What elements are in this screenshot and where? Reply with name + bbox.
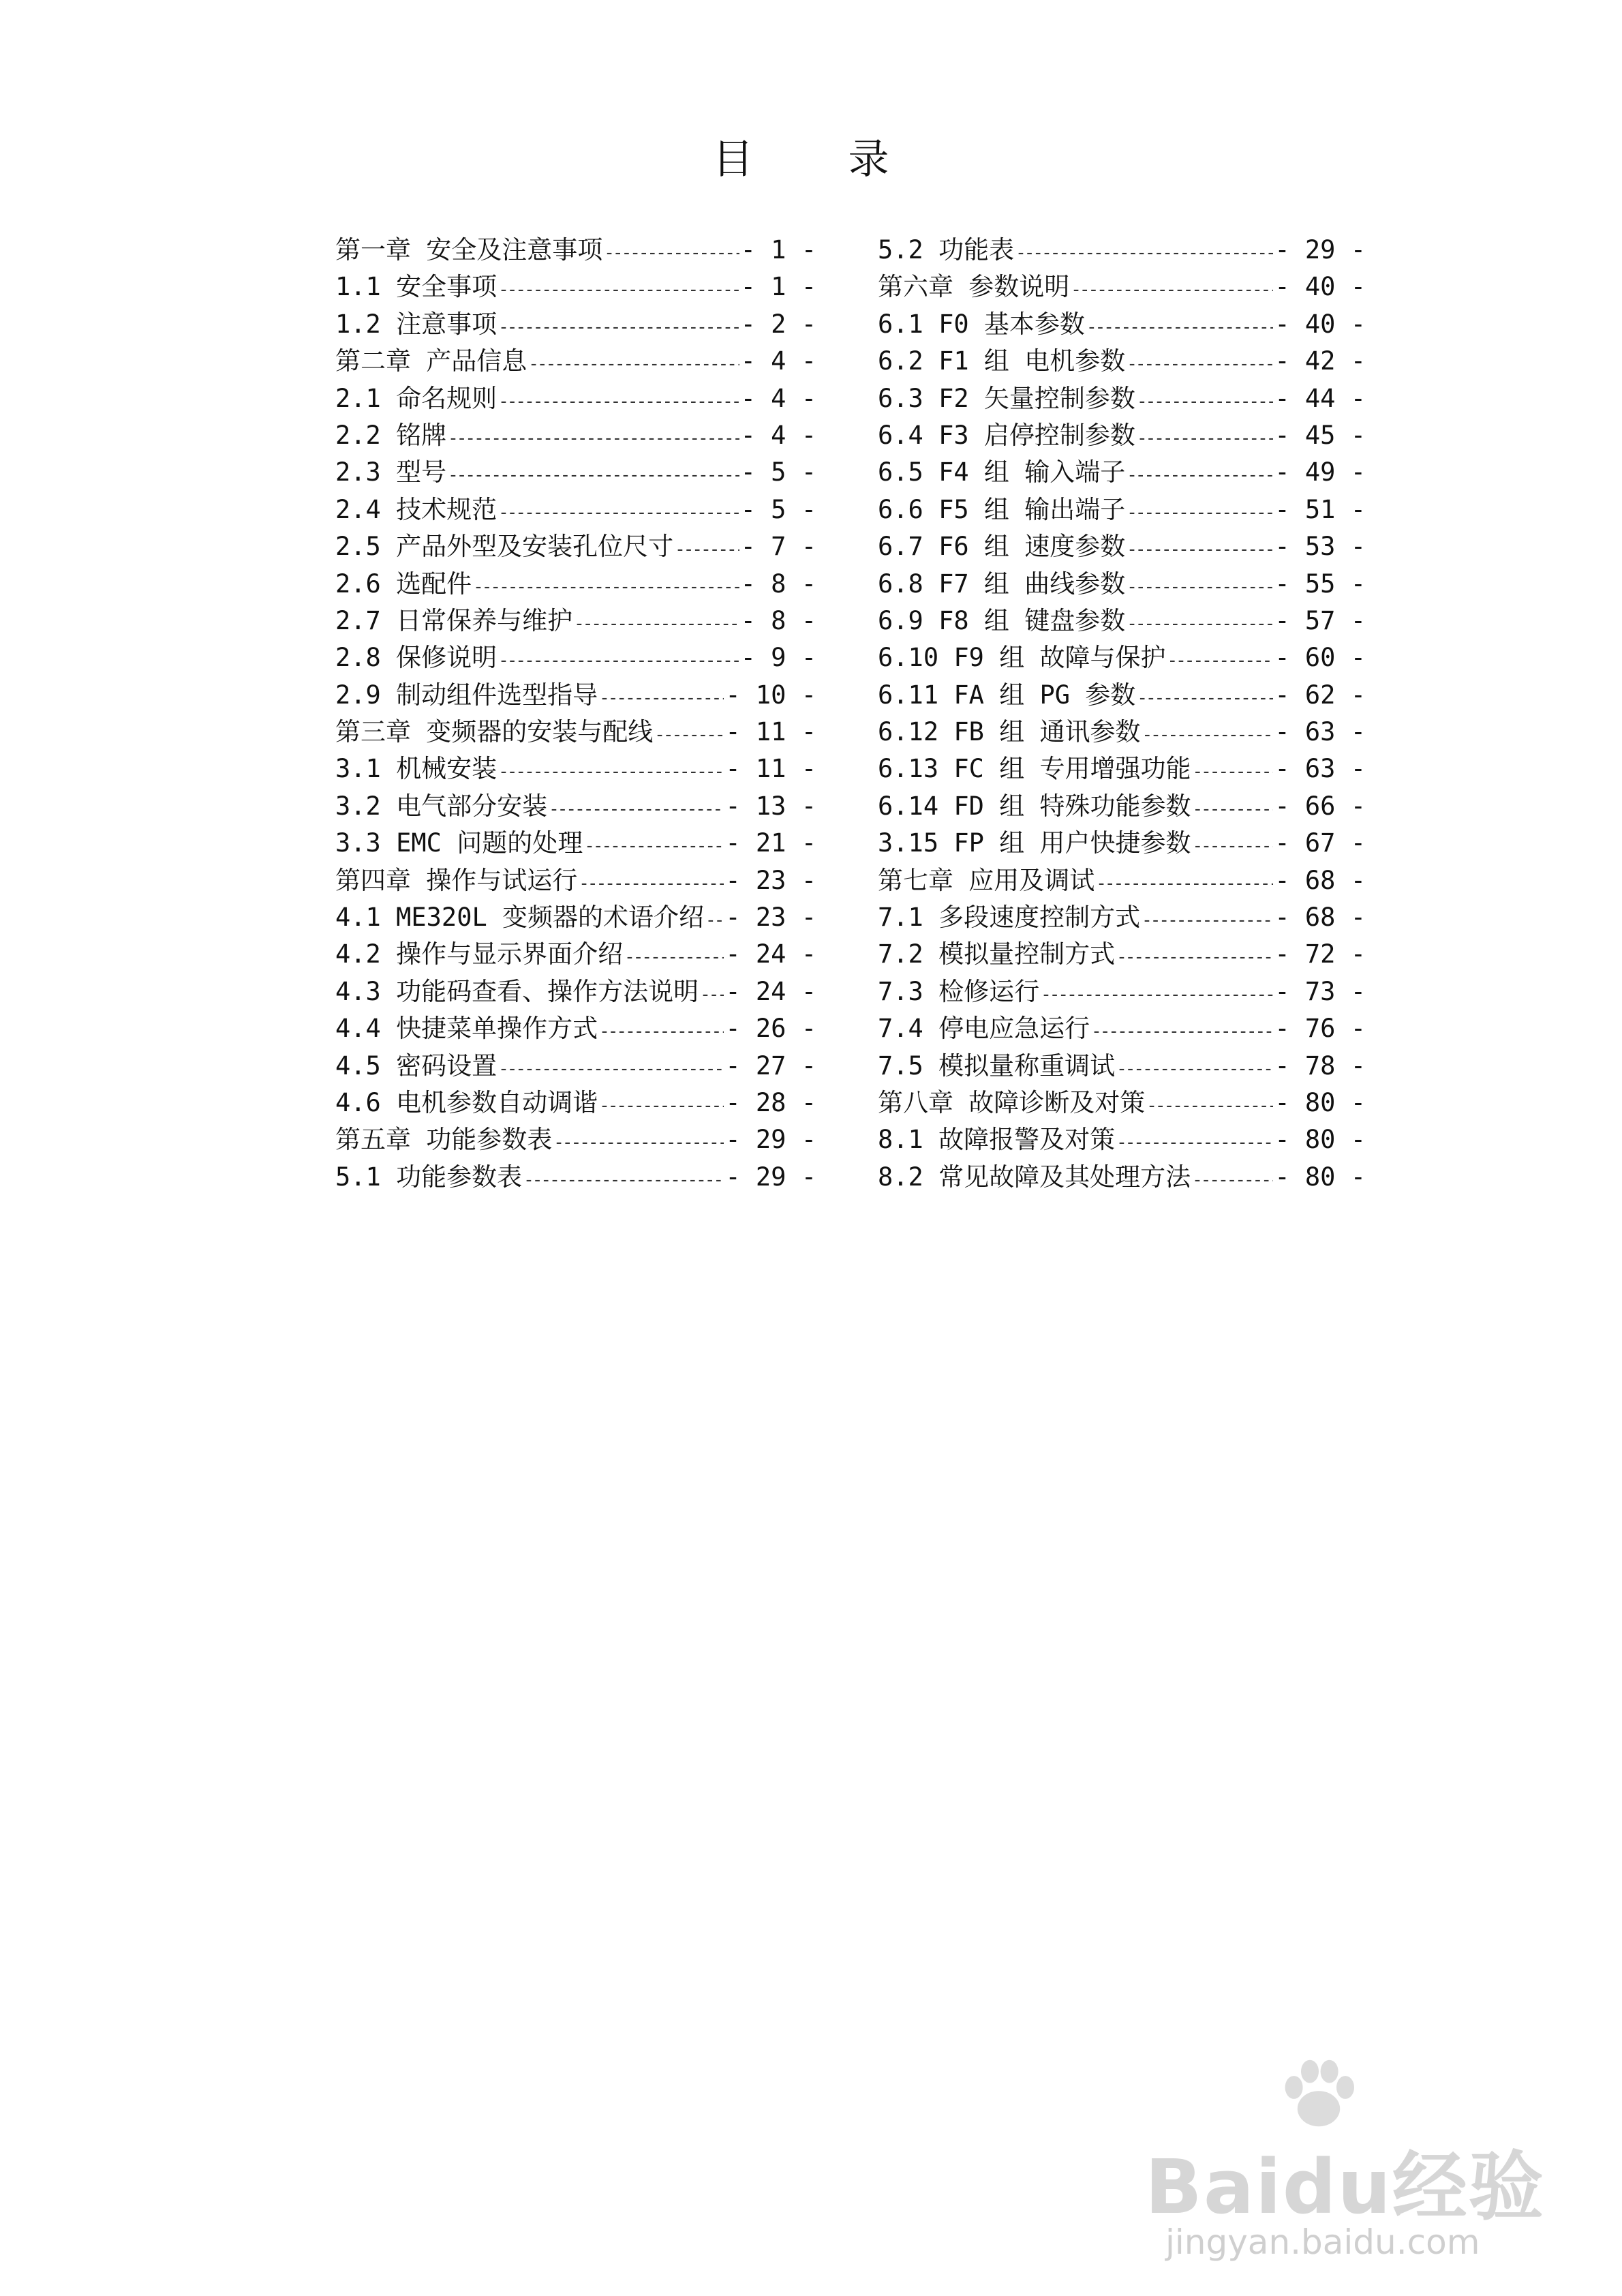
toc-entry[interactable] <box>878 1082 1366 1119</box>
toc-dot-leader <box>448 428 739 449</box>
toc-dot-leader <box>654 725 724 745</box>
toc-dot-leader <box>579 873 724 894</box>
toc-dot-leader <box>574 614 739 634</box>
toc-entry-page: - 51 - <box>1274 494 1366 524</box>
toc-entry[interactable] <box>335 822 816 859</box>
toc-entry[interactable] <box>878 378 1366 414</box>
toc-entry-label: 5.2 功能表 <box>878 235 1015 265</box>
toc-entry-label: 4.2 操作与显示界面介绍 <box>335 939 624 969</box>
toc-entry[interactable] <box>335 340 816 377</box>
toc-dot-leader <box>1116 947 1273 967</box>
toc-entry-label: 2.1 命名规则 <box>335 383 498 413</box>
toc-entry[interactable] <box>335 1119 816 1155</box>
toc-dot-leader <box>498 317 739 337</box>
toc-dot-leader <box>1142 725 1273 745</box>
toc-entry-page: - 60 - <box>1274 643 1366 673</box>
toc-entry-label: 2.9 制动组件选型指导 <box>335 680 598 710</box>
toc-entry-label: 第三章 变频器的安装与配线 <box>335 717 654 747</box>
toc-entry-page: - 29 - <box>725 1125 816 1155</box>
toc-entry-page: - 29 - <box>725 1162 816 1192</box>
toc-entry-label: 4.6 电机参数自动调谐 <box>335 1087 598 1117</box>
toc-entry[interactable] <box>878 489 1366 526</box>
toc-entry-page: - 23 - <box>725 903 816 933</box>
toc-entry-label: 2.3 型号 <box>335 457 447 487</box>
toc-entry-label: 8.1 故障报警及对策 <box>878 1125 1116 1155</box>
toc-entry-label: 2.8 保修说明 <box>335 643 498 673</box>
toc-entry-page: - 11 - <box>725 754 816 784</box>
toc-entry[interactable] <box>878 822 1366 859</box>
toc-entry[interactable] <box>335 785 816 822</box>
toc-entry[interactable] <box>335 414 816 451</box>
toc-dot-leader <box>1192 1170 1273 1190</box>
toc-entry[interactable] <box>335 1082 816 1119</box>
toc-entry[interactable] <box>878 451 1366 488</box>
toc-left-column <box>335 229 816 1193</box>
toc-dot-leader <box>498 650 739 671</box>
toc-dot-leader <box>1192 761 1273 782</box>
toc-entry[interactable] <box>878 860 1366 896</box>
toc-entry-label: 第一章 安全及注意事项 <box>335 235 603 265</box>
toc-entry-label: 第七章 应用及调试 <box>878 865 1095 895</box>
toc-entry-page: - 66 - <box>1274 791 1366 821</box>
toc-entry-label: 2.5 产品外型及安装孔位尺寸 <box>335 532 674 562</box>
toc-entry-label: 7.4 停电应急运行 <box>878 1014 1090 1044</box>
toc-dot-leader <box>448 465 739 485</box>
toc-entry-label: 第二章 产品信息 <box>335 346 527 376</box>
toc-dot-leader <box>1086 317 1273 337</box>
toc-entry-page: - 11 - <box>725 717 816 747</box>
toc-dot-leader <box>1192 799 1273 819</box>
toc-entry-label: 7.2 模拟量控制方式 <box>878 939 1116 969</box>
toc-entry[interactable] <box>878 1045 1366 1082</box>
toc-entry[interactable] <box>878 711 1366 748</box>
toc-entry[interactable] <box>335 303 816 340</box>
toc-entry[interactable] <box>878 896 1366 933</box>
toc-entry[interactable] <box>878 1156 1366 1193</box>
toc-entry-page: - 2 - <box>740 309 816 339</box>
toc-entry-label: 第四章 操作与试运行 <box>335 865 578 895</box>
toc-entry[interactable] <box>335 896 816 933</box>
toc-entry[interactable] <box>878 526 1366 562</box>
toc-entry[interactable] <box>335 378 816 414</box>
toc-entry-page: - 53 - <box>1274 532 1366 562</box>
toc-entry-page: - 73 - <box>1274 976 1366 1006</box>
toc-entry-label: 6.1 F0 基本参数 <box>878 309 1085 339</box>
toc-entry-page: - 80 - <box>1274 1125 1366 1155</box>
watermark-logo-text: Baidu经验 <box>1145 2143 1545 2231</box>
toc-entry-label: 4.1 ME320L 变频器的术语介绍 <box>335 903 705 933</box>
toc-entry-page: - 1 - <box>740 235 816 265</box>
toc-entry[interactable] <box>335 489 816 526</box>
toc-dot-leader <box>553 1132 724 1153</box>
toc-dot-leader <box>700 984 724 1005</box>
toc-entry[interactable] <box>878 414 1366 451</box>
toc-entry[interactable] <box>335 860 816 896</box>
toc-entry-page: - 42 - <box>1274 346 1366 376</box>
toc-entry-label: 4.4 快捷菜单操作方式 <box>335 1014 598 1044</box>
toc-dot-leader <box>1127 502 1273 523</box>
page-title: 目 录 <box>712 136 930 183</box>
toc-right-column <box>878 229 1366 1193</box>
toc-dot-leader <box>528 354 739 374</box>
toc-entry-label: 2.2 铭牌 <box>335 420 447 450</box>
toc-entry[interactable] <box>335 674 816 711</box>
toc-dot-leader <box>473 577 739 597</box>
toc-entry-page: - 5 - <box>740 494 816 524</box>
toc-entry-label: 3.15 FP 组 用户快捷参数 <box>878 828 1191 858</box>
toc-entry-page: - 21 - <box>725 828 816 858</box>
toc-entry-page: - 4 - <box>740 383 816 413</box>
toc-dot-leader <box>1192 836 1273 856</box>
toc-entry-page: - 78 - <box>1274 1051 1366 1081</box>
toc-entry[interactable] <box>878 303 1366 340</box>
toc-entry-page: - 45 - <box>1274 420 1366 450</box>
toc-entry-page: - 24 - <box>725 976 816 1006</box>
toc-entry-label: 6.11 FA 组 PG 参数 <box>878 680 1136 710</box>
toc-entry[interactable] <box>335 600 816 637</box>
toc-entry-label: 5.1 功能参数表 <box>335 1162 523 1192</box>
toc-dot-leader <box>705 910 724 931</box>
toc-entry-page: - 80 - <box>1274 1087 1366 1117</box>
toc-dot-leader <box>498 391 739 412</box>
toc-entry-label: 6.3 F2 矢量控制参数 <box>878 383 1135 413</box>
toc-entry-page: - 44 - <box>1274 383 1366 413</box>
toc-entry-label: 2.7 日常保养与维护 <box>335 605 573 635</box>
toc-entry-label: 6.13 FC 组 专用增强功能 <box>878 754 1191 784</box>
toc-entry-page: - 8 - <box>740 605 816 635</box>
toc-entry[interactable] <box>335 1045 816 1082</box>
toc-dot-leader <box>1091 1021 1273 1042</box>
toc-entry[interactable] <box>878 1119 1366 1155</box>
toc-entry[interactable] <box>878 748 1366 785</box>
toc-dot-leader <box>604 243 739 263</box>
toc-entry-page: - 62 - <box>1274 680 1366 710</box>
toc-entry-page: - 13 - <box>725 791 816 821</box>
toc-entry-page: - 57 - <box>1274 605 1366 635</box>
toc-entry-page: - 29 - <box>1274 235 1366 265</box>
toc-entry-page: - 67 - <box>1274 828 1366 858</box>
toc-entry-page: - 7 - <box>740 532 816 562</box>
toc-entry-page: - 49 - <box>1274 457 1366 487</box>
toc-entry[interactable] <box>878 674 1366 711</box>
toc-dot-leader <box>1041 984 1273 1005</box>
toc-entry-label: 6.8 F7 组 曲线参数 <box>878 569 1126 599</box>
toc-entry[interactable] <box>878 971 1366 1008</box>
toc-entry[interactable] <box>335 748 816 785</box>
toc-entry-page: - 40 - <box>1274 272 1366 302</box>
toc-entry[interactable] <box>335 1156 816 1193</box>
toc-entry[interactable] <box>878 266 1366 303</box>
toc-entry-page: - 63 - <box>1274 754 1366 784</box>
toc-entry-page: - 10 - <box>725 680 816 710</box>
toc-entry[interactable] <box>335 229 816 266</box>
toc-dot-leader <box>1071 280 1273 300</box>
toc-entry-label: 6.10 F9 组 故障与保护 <box>878 643 1166 673</box>
toc-entry[interactable] <box>878 637 1366 674</box>
toc-entry-page: - 9 - <box>740 643 816 673</box>
toc-entry-label: 6.6 F5 组 输出端子 <box>878 494 1126 524</box>
toc-entry-page: - 68 - <box>1274 865 1366 895</box>
toc-entry-page: - 23 - <box>725 865 816 895</box>
toc-dot-leader <box>498 280 739 300</box>
toc-entry-label: 4.5 密码设置 <box>335 1051 498 1081</box>
toc-entry[interactable] <box>878 229 1366 266</box>
toc-entry-page: - 68 - <box>1274 903 1366 933</box>
toc-dot-leader <box>1127 354 1273 374</box>
toc-entry[interactable] <box>335 1008 816 1044</box>
toc-dot-leader <box>1137 391 1273 412</box>
toc-entry-label: 6.5 F4 组 输入端子 <box>878 457 1126 487</box>
toc-entry-label: 3.1 机械安装 <box>335 754 498 784</box>
toc-entry-page: - 24 - <box>725 939 816 969</box>
toc-entry-label: 6.7 F6 组 速度参数 <box>878 532 1126 562</box>
toc-entry-label: 第八章 故障诊断及对策 <box>878 1087 1146 1117</box>
toc-entry[interactable] <box>335 933 816 970</box>
toc-dot-leader <box>1096 873 1273 894</box>
toc-entry[interactable] <box>878 600 1366 637</box>
toc-entry-label: 6.2 F1 组 电机参数 <box>878 346 1126 376</box>
toc-dot-leader <box>498 1059 724 1079</box>
toc-entry-label: 8.2 常见故障及其处理方法 <box>878 1162 1191 1192</box>
toc-entry[interactable] <box>878 785 1366 822</box>
toc-entry-page: - 76 - <box>1274 1014 1366 1044</box>
toc-entry[interactable] <box>335 526 816 562</box>
baidu-jingyan-watermark <box>1145 2052 1567 2270</box>
toc-entry-label: 7.3 检修运行 <box>878 976 1040 1006</box>
toc-entry-page: - 27 - <box>725 1051 816 1081</box>
toc-entry[interactable] <box>878 340 1366 377</box>
toc-dot-leader <box>599 1096 724 1116</box>
toc-entry[interactable] <box>878 563 1366 600</box>
toc-dot-leader <box>1167 650 1273 671</box>
toc-dot-leader <box>584 836 724 856</box>
toc-dot-leader <box>523 1170 724 1190</box>
toc-dot-leader <box>498 761 724 782</box>
toc-dot-leader <box>599 1021 724 1042</box>
toc-entry-label: 7.5 模拟量称重调试 <box>878 1051 1116 1081</box>
toc-entry-label: 6.12 FB 组 通讯参数 <box>878 717 1141 747</box>
toc-dot-leader <box>549 799 724 819</box>
toc-dot-leader <box>675 539 739 560</box>
toc-entry-label: 4.3 功能码查看、操作方法说明 <box>335 976 699 1006</box>
toc-entry-label: 3.3 EMC 问题的处理 <box>335 828 583 858</box>
toc-entry[interactable] <box>335 971 816 1008</box>
toc-entry-label: 6.14 FD 组 特殊功能参数 <box>878 791 1191 821</box>
toc-entry-label: 2.4 技术规范 <box>335 494 498 524</box>
toc-entry[interactable] <box>335 711 816 748</box>
toc-dot-leader <box>1146 1096 1273 1116</box>
toc-entry-page: - 5 - <box>740 457 816 487</box>
toc-entry-label: 1.1 安全事项 <box>335 272 498 302</box>
toc-entry-label: 第六章 参数说明 <box>878 272 1070 302</box>
toc-dot-leader <box>1116 1059 1273 1079</box>
toc-dot-leader <box>1127 465 1273 485</box>
toc-entry[interactable] <box>335 451 816 488</box>
toc-entry-label: 2.6 选配件 <box>335 569 472 599</box>
toc-entry-label: 3.2 电气部分安装 <box>335 791 548 821</box>
toc-entry-page: - 8 - <box>740 569 816 599</box>
toc-entry[interactable] <box>878 933 1366 970</box>
toc-entry[interactable] <box>335 266 816 303</box>
toc-dot-leader <box>1127 614 1273 634</box>
toc-entry[interactable] <box>878 1008 1366 1044</box>
toc-entry-page: - 1 - <box>740 272 816 302</box>
toc-entry[interactable] <box>335 563 816 600</box>
toc-dot-leader <box>599 688 724 708</box>
toc-entry-label: 第五章 功能参数表 <box>335 1125 553 1155</box>
toc-entry-page: - 4 - <box>740 346 816 376</box>
toc-entry-page: - 40 - <box>1274 309 1366 339</box>
toc-entry-label: 6.9 F8 组 键盘参数 <box>878 605 1126 635</box>
toc-entry-page: - 80 - <box>1274 1162 1366 1192</box>
toc-dot-leader <box>1127 577 1273 597</box>
watermark-url: jingyan.baidu.com <box>1165 2222 1480 2262</box>
toc-entry-page: - 28 - <box>725 1087 816 1117</box>
toc-entry-label: 1.2 注意事项 <box>335 309 498 339</box>
toc-dot-leader <box>624 947 724 967</box>
toc-dot-leader <box>498 502 739 523</box>
toc-dot-leader <box>1116 1132 1273 1153</box>
toc-entry-page: - 63 - <box>1274 717 1366 747</box>
toc-dot-leader <box>1127 539 1273 560</box>
toc-entry-page: - 55 - <box>1274 569 1366 599</box>
toc-dot-leader <box>1137 688 1273 708</box>
toc-entry-label: 6.4 F3 启停控制参数 <box>878 420 1135 450</box>
toc-dot-leader <box>1015 243 1273 263</box>
toc-entry-page: - 26 - <box>725 1014 816 1044</box>
toc-dot-leader <box>1142 910 1273 931</box>
toc-dot-leader <box>1137 428 1273 449</box>
toc-entry-label: 7.1 多段速度控制方式 <box>878 903 1141 933</box>
toc-entry[interactable] <box>335 637 816 674</box>
toc-entry-page: - 72 - <box>1274 939 1366 969</box>
toc-entry-page: - 4 - <box>740 420 816 450</box>
